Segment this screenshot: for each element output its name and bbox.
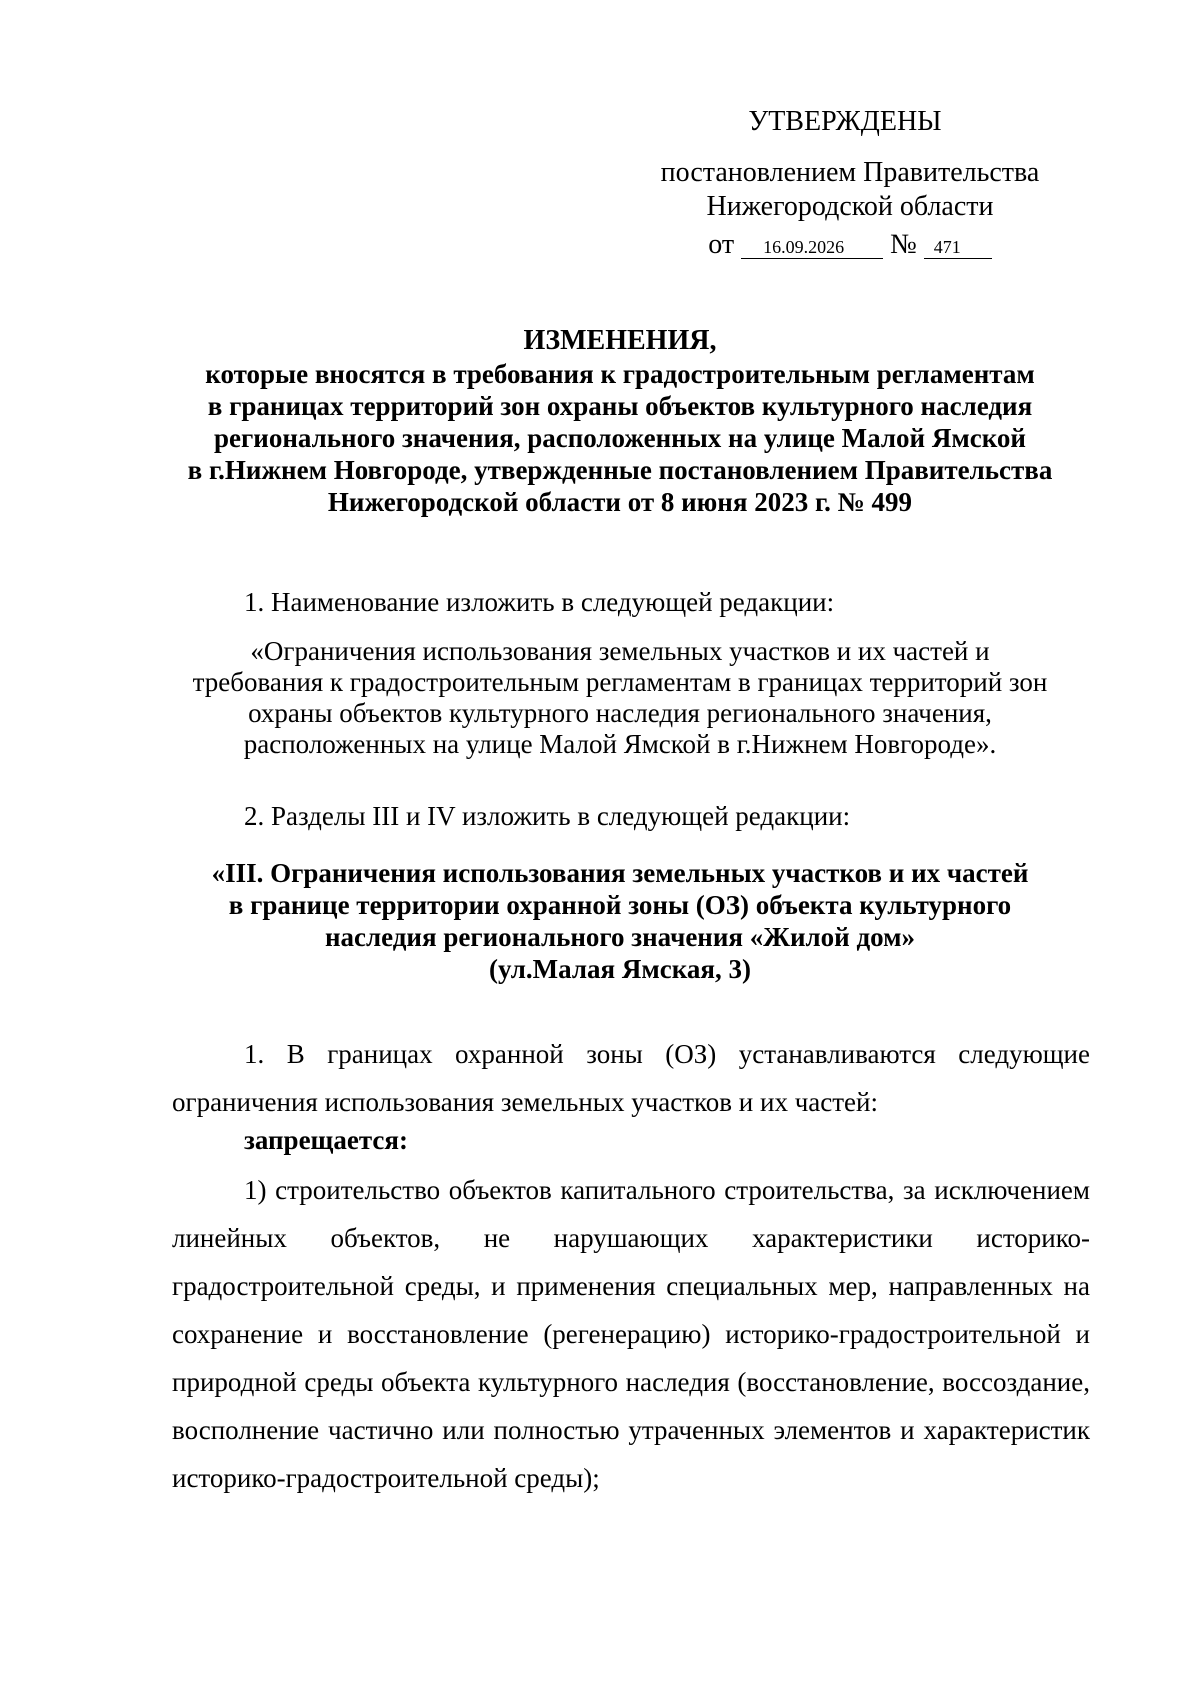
section-heading-line-4: (ул.Малая Ямская, 3)	[488, 954, 752, 984]
approval-number: 471	[924, 237, 992, 259]
quote-line-2: требования к градостроительным регламентам в границах территорий зон	[192, 667, 1048, 697]
title-line-2: в границах территорий зон охраны объектов культурного наследия	[207, 391, 1033, 421]
title-line-1: которые вносятся в требования к градостроительным регламентам	[205, 359, 1035, 389]
approval-line-1: постановлением Правительства	[660, 157, 1040, 188]
section-heading-line-1: «III. Ограничения использования земельных участков и их частей	[211, 858, 1029, 888]
new-name-quote	[150, 636, 1090, 760]
title-line-5: Нижегородской области от 8 июня 2023 г. № 499	[327, 487, 913, 517]
document-title: ИЗМЕНЕНИЯ,	[523, 325, 717, 356]
clause-1: 1. В границах охранной зоны (ОЗ) устанавливаются следующие ограничения использования земельных участков и их частей:	[172, 1039, 1090, 1117]
approval-block	[620, 105, 1080, 262]
section-heading-line-2: в границе территории охранной зоны (ОЗ) объекта культурного	[228, 890, 1012, 920]
item-1: 1. Наименование изложить в следующей редакции:	[244, 587, 835, 617]
subclause-1: 1) строительство объектов капитального строительства, за исключением линейных объектов, не нарушающих характеристики историко-градостроительной среды, и применения специальных мер, направленных на сохранение и восстановление (регенерацию) историко-градостроительной и природной среды объекта культурного наследия (восстановление, воссоздание, восполнение частично или полностью утраченных элементов и характеристик историко-градостроительной среды);	[172, 1175, 1090, 1493]
quote-line-3: охраны объектов культурного наследия регионального значения,	[248, 698, 992, 728]
approval-date-row	[620, 228, 1080, 262]
item-2: 2. Разделы III и IV изложить в следующей редакции:	[244, 801, 851, 831]
section-heading	[150, 857, 1090, 985]
prohibited-label: запрещается:	[244, 1125, 409, 1155]
approval-date: 16.09.2026	[741, 237, 883, 259]
title-line-4: в г.Нижнем Новгороде, утвержденные постановлением Правительства	[187, 455, 1053, 485]
quote-line-4: расположенных на улице Малой Ямской в г.Нижнем Новгороде».	[243, 729, 997, 759]
from-label: от	[708, 229, 735, 260]
approval-line-2: Нижегородской области	[706, 191, 994, 222]
document-title-block	[150, 325, 1090, 518]
section-heading-line-3: наследия регионального значения «Жилой дом»	[324, 922, 916, 952]
quote-line-1: «Ограничения использования земельных участков и их частей и	[250, 636, 990, 666]
title-line-3: регионального значения, расположенных на улице Малой Ямской	[214, 423, 1026, 453]
approved-title: УТВЕРЖДЕНЫ	[748, 106, 942, 137]
number-sign: №	[890, 229, 917, 260]
